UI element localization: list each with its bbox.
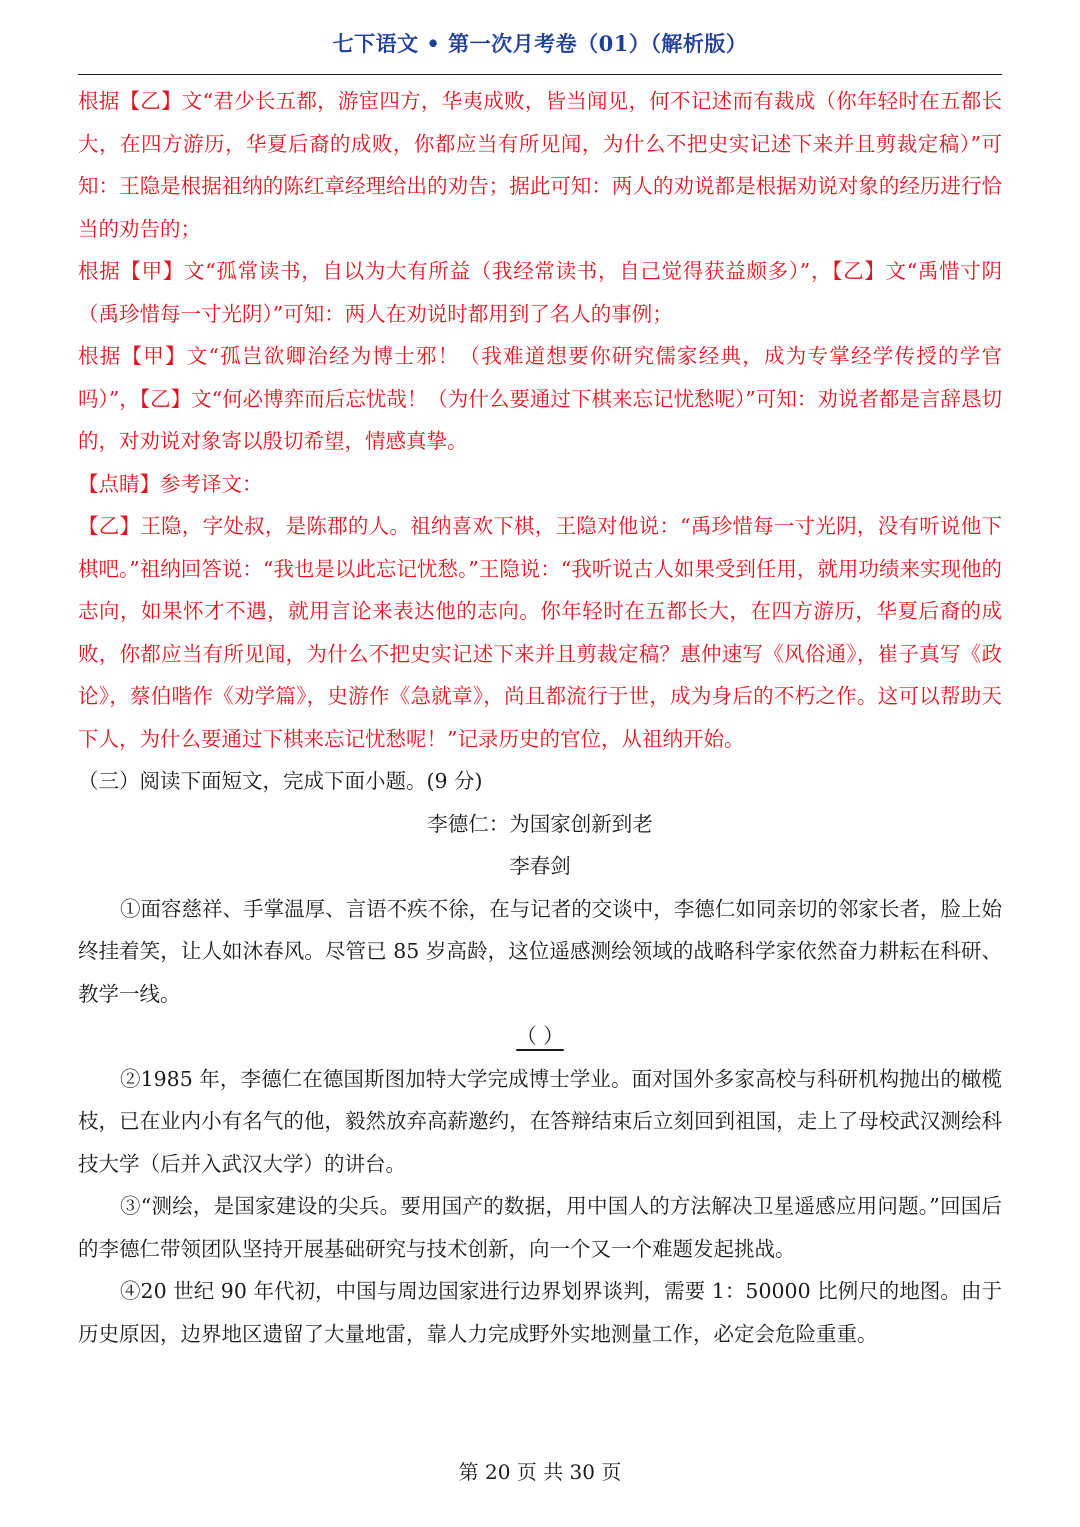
analysis-paragraph-1: 根据【乙】文“君少长五都，游宦四方，华夷成败，皆当闻见，何不记述而有裁成（你年轻时在五都长大，在四方游历，华夏后裔的成败，你都应当有所见闻，为什么不把史实记述下来并且剪裁定稿）”可知：王隐是根据祖纳的陈红章经理给出的劝告；据此可知：两人的劝说都是根据劝说对象的经历进行恰当的劝告的； (78, 89, 1002, 241)
translation-paragraph: 【乙】王隐，字处叔，是陈郡的人。祖纳喜欢下棋，王隐对他说：“禹珍惜每一寸光阴，没有听说他下棋吧。”祖纳回答说：“我也是以此忘记忧愁。”王隐说：“我听说古人如果受到任用，就用功绩来实现他的志向，如果怀才不遇，就用言论来表达他的志向。你年轻时在五都长大，在四方游历，华夏后裔的成败，你都应当有所见闻，为什么不把史实记述下来并且剪裁定稿？惠仲速写《风俗通》，崔子真写《政论》，蔡伯喈作《劝学篇》，史游作《急就章》，尚且都流行于世，成为身后的不朽之作。这可以帮助天下人，为什么要通过下棋来忘记忧愁呢！”记录历史的官位，从祖纳开始。 (78, 514, 1002, 751)
note-label: 【点睛】参考译文： (78, 471, 263, 496)
page-content (78, 80, 1002, 1355)
header-divider (78, 74, 1002, 75)
page-number: 第 20 页 共 30 页 (458, 1460, 622, 1484)
section3-instruction: （三）阅读下面短文，完成下面小题。(9 分) (78, 769, 483, 793)
article-paragraph-1: ①面容慈祥、手掌温厚、言语不疾不徐，在与记者的交谈中，李德仁如同亲切的邻家长者，脸上始终挂着笑，让人如沐春风。尽管已 85 岁高龄，这位遥感测绘领域的战略科学家依然奋力耕耘在科研、教学一线。 (78, 896, 1002, 1006)
analysis-paragraph-3: 根据【甲】文“孤岂欲卿治经为博士邪！（我难道想要你研究儒家经典，成为专掌经学传授的学官吗）”，【乙】文“何必博弈而后忘忧哉！（为什么要通过下棋来忘记忧愁呢）”可知：劝说者都是言辞恳切的，对劝说对象寄以殷切希望，情感真挚。 (78, 344, 1002, 453)
page-header-title: 七下语文 • 第一次月考卷（01）（解析版） (332, 31, 748, 56)
article-title: 李德仁：为国家创新到老 (427, 811, 653, 836)
analysis-paragraph-2: 根据【甲】文“孤常读书，自以为大有所益（我经常读书，自己觉得获益颇多）”，【乙】文“禹惜寸阴（禹珍惜每一寸光阴）”可知：两人在劝说时都用到了名人的事例； (78, 259, 1002, 326)
article-paragraph-4: ④20 世纪 90 年代初，中国与周边国家进行边界划界谈判，需要 1：50000 比例尺的地图。由于历史原因，边界地区遗留了大量地雷，靠人力完成野外实地测量工作，必定会危险重重。 (78, 1279, 1002, 1346)
article-paragraph-3: ③“测绘，是国家建设的尖兵。要用国产的数据，用中国人的方法解决卫星遥感应用问题。”回国后的李德仁带领团队坚持开展基础研究与技术创新，向一个又一个难题发起挑战。 (78, 1194, 1002, 1261)
article-paragraph-2: ②1985 年，李德仁在德国斯图加特大学完成博士学业。面对国外多家高校与科研机构抛出的橄榄枝，已在业内小有名气的他，毅然放弃高薪邀约，在答辩结束后立刻回到祖国，走上了母校武汉测绘科技大学（后并入武汉大学）的讲台。 (78, 1066, 1002, 1176)
article-author: 李春剑 (509, 854, 571, 878)
blank-subheading: （ ） (516, 1024, 564, 1048)
